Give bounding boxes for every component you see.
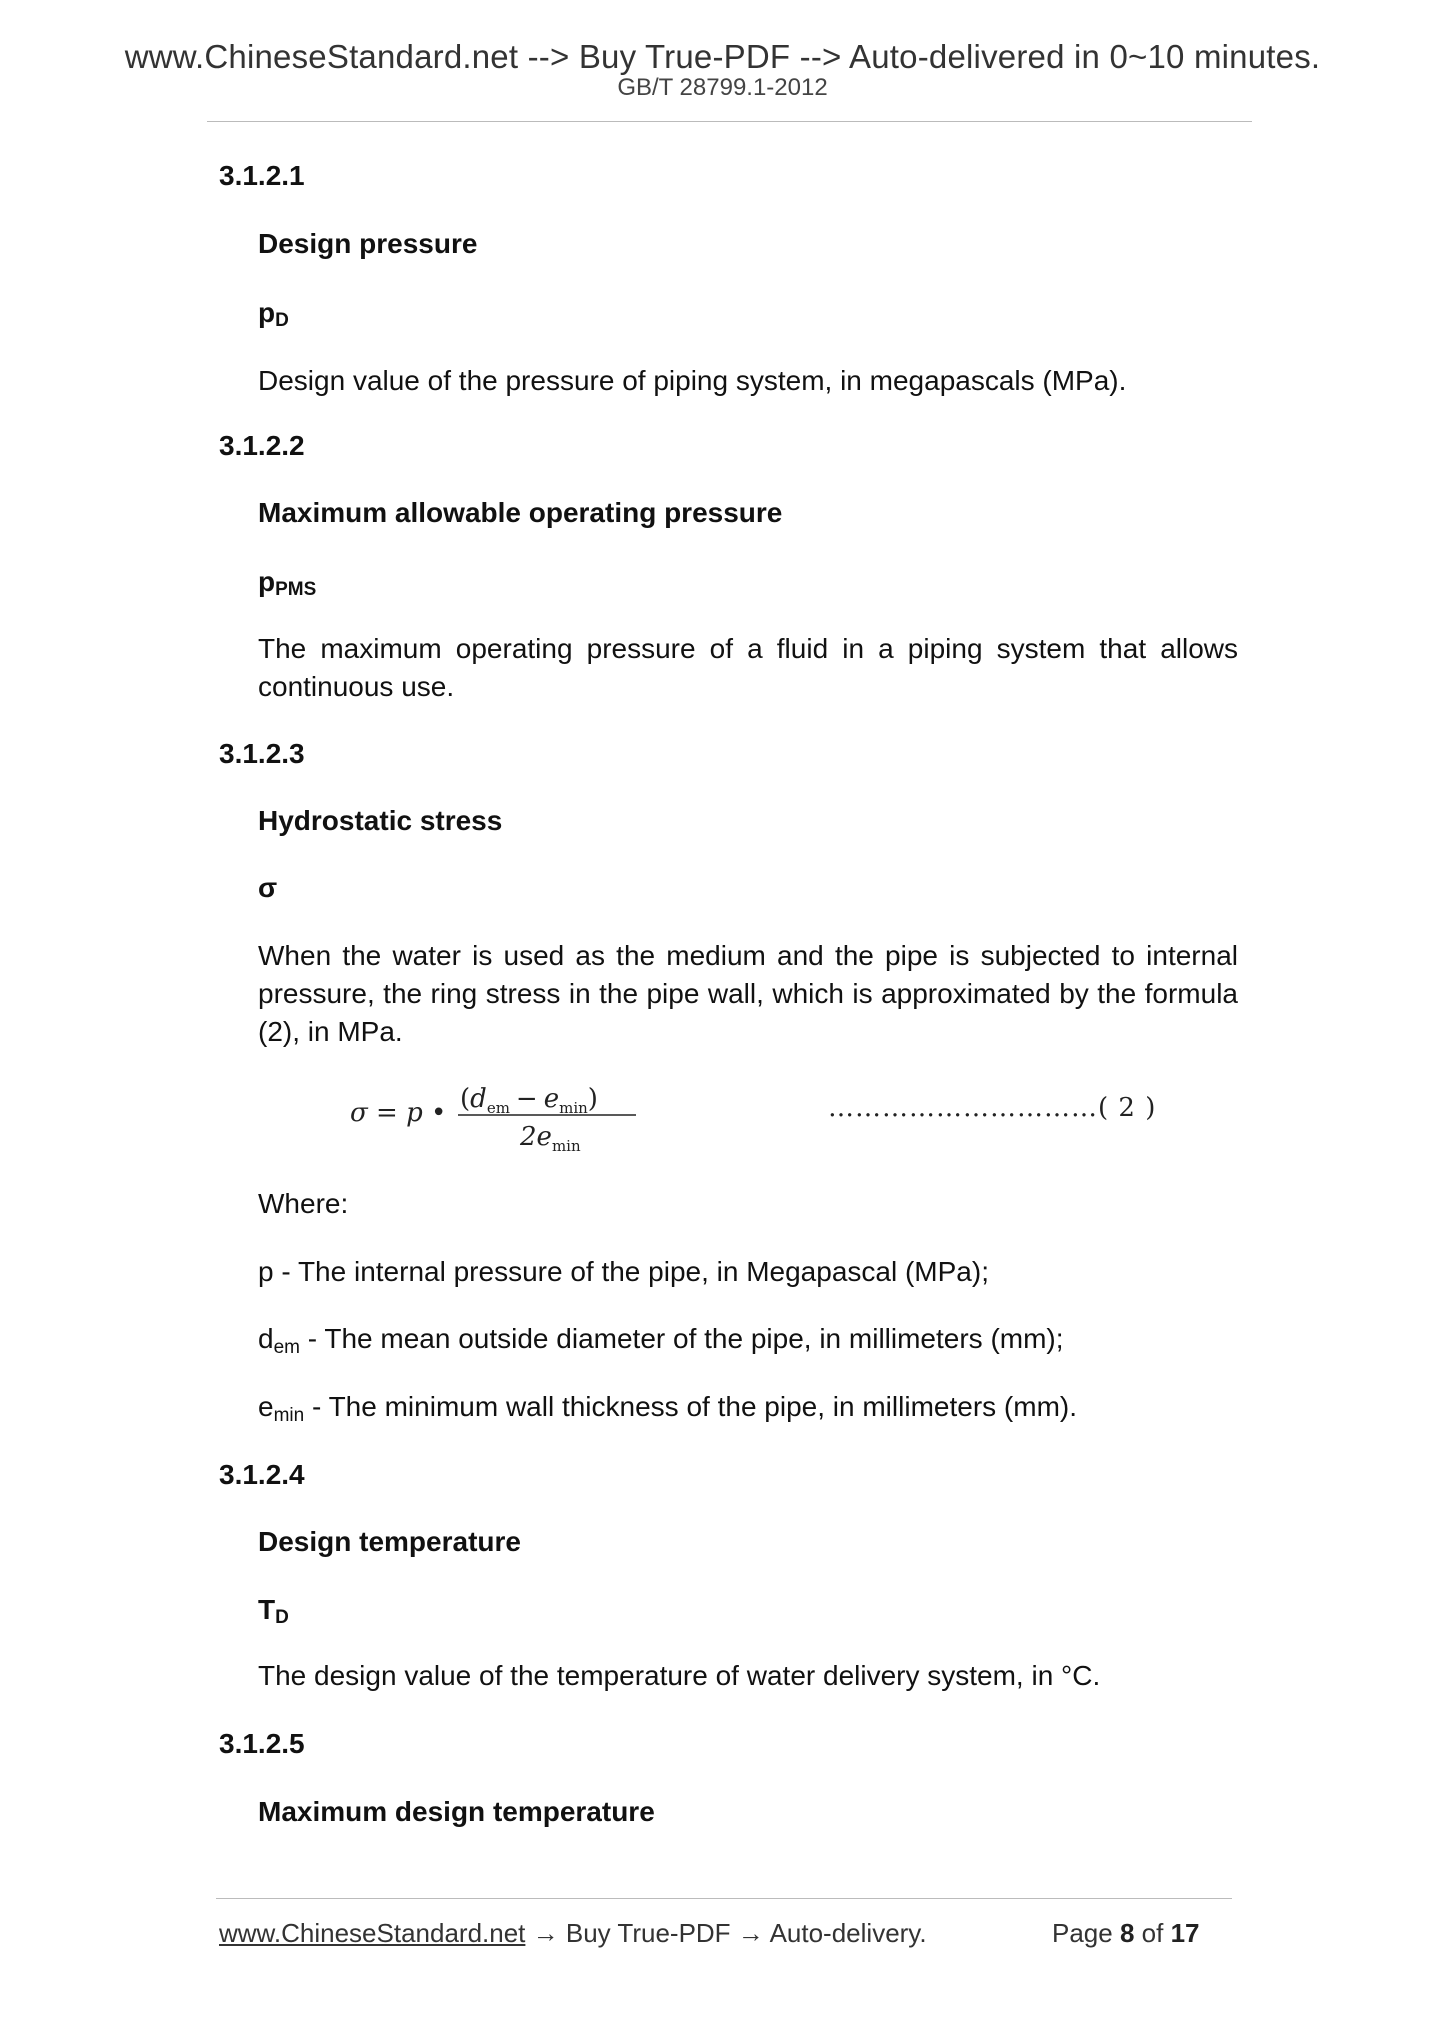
formula-numerator: $(d_{em} - e_{min})$ (460, 1084, 598, 1117)
footer-promo: www.ChineseStandard.net → Buy True-PDF → Auto-delivery. (219, 1918, 927, 1948)
footer-divider (216, 1898, 1232, 1899)
term-title: Maximum allowable operating pressure (258, 497, 783, 528)
page-indicator: Page 8 of 17 (1052, 1918, 1200, 1948)
term-definition: The design value of the temperature of water delivery system, in °C. (258, 1660, 1101, 1691)
formula-lhs: σ = p • (350, 1098, 447, 1128)
where-item: $e_{min}$ - The minimum wall thickness of the pipe, in millimeters (mm). (258, 1391, 1077, 1426)
where-item: $d_{em}$ - The mean outside diameter of the pipe, in millimeters (mm); (258, 1323, 1064, 1358)
where-item: p - The internal pressure of the pipe, in Megapascal (MPa); (258, 1256, 989, 1287)
term-title: Design pressure (258, 228, 478, 259)
term-definition: Design value of the pressure of piping system, in megapascals (MPa). (258, 365, 1127, 396)
term-definition: When the water is used as the medium and the pipe is subjected to internal pressure, the ring stress in the pipe wall, which is approximated by the formula (2), in MPa. (258, 940, 1238, 1047)
hoop-stress-formula (350, 1075, 650, 1155)
term-symbol: $p_D$ (258, 297, 289, 331)
term-symbol: $p_{PMS}$ (258, 566, 317, 600)
clause-number: 3.1.2.5 (219, 1728, 305, 1759)
formula-denominator: $2e_{min}$ (520, 1122, 581, 1155)
term-title: Maximum design temperature (258, 1796, 655, 1827)
clause-number: 3.1.2.1 (219, 160, 305, 191)
clause-number: 3.1.2.2 (219, 430, 305, 461)
header-banner: www.ChineseStandard.net --> Buy True-PDF --> Auto-delivered in 0~10 minutes. (124, 38, 1321, 75)
header-divider (207, 121, 1252, 122)
term-title: Design temperature (258, 1526, 521, 1557)
term-symbol: $T_D$ (258, 1594, 289, 1628)
clause-number: 3.1.2.4 (219, 1459, 305, 1490)
formula-number: …………………………( 2 ) (828, 1093, 1157, 1123)
term-title: Hydrostatic stress (258, 805, 503, 836)
footer-link[interactable]: www.ChineseStandard.net (219, 1918, 526, 1948)
term-symbol: σ (258, 872, 278, 903)
clause-number: 3.1.2.3 (219, 738, 305, 769)
term-definition: The maximum operating pressure of a fluid in a piping system that allows continuous use. (258, 633, 1238, 702)
standard-number: GB/T 28799.1-2012 (617, 74, 828, 101)
where-label: Where: (258, 1188, 349, 1219)
